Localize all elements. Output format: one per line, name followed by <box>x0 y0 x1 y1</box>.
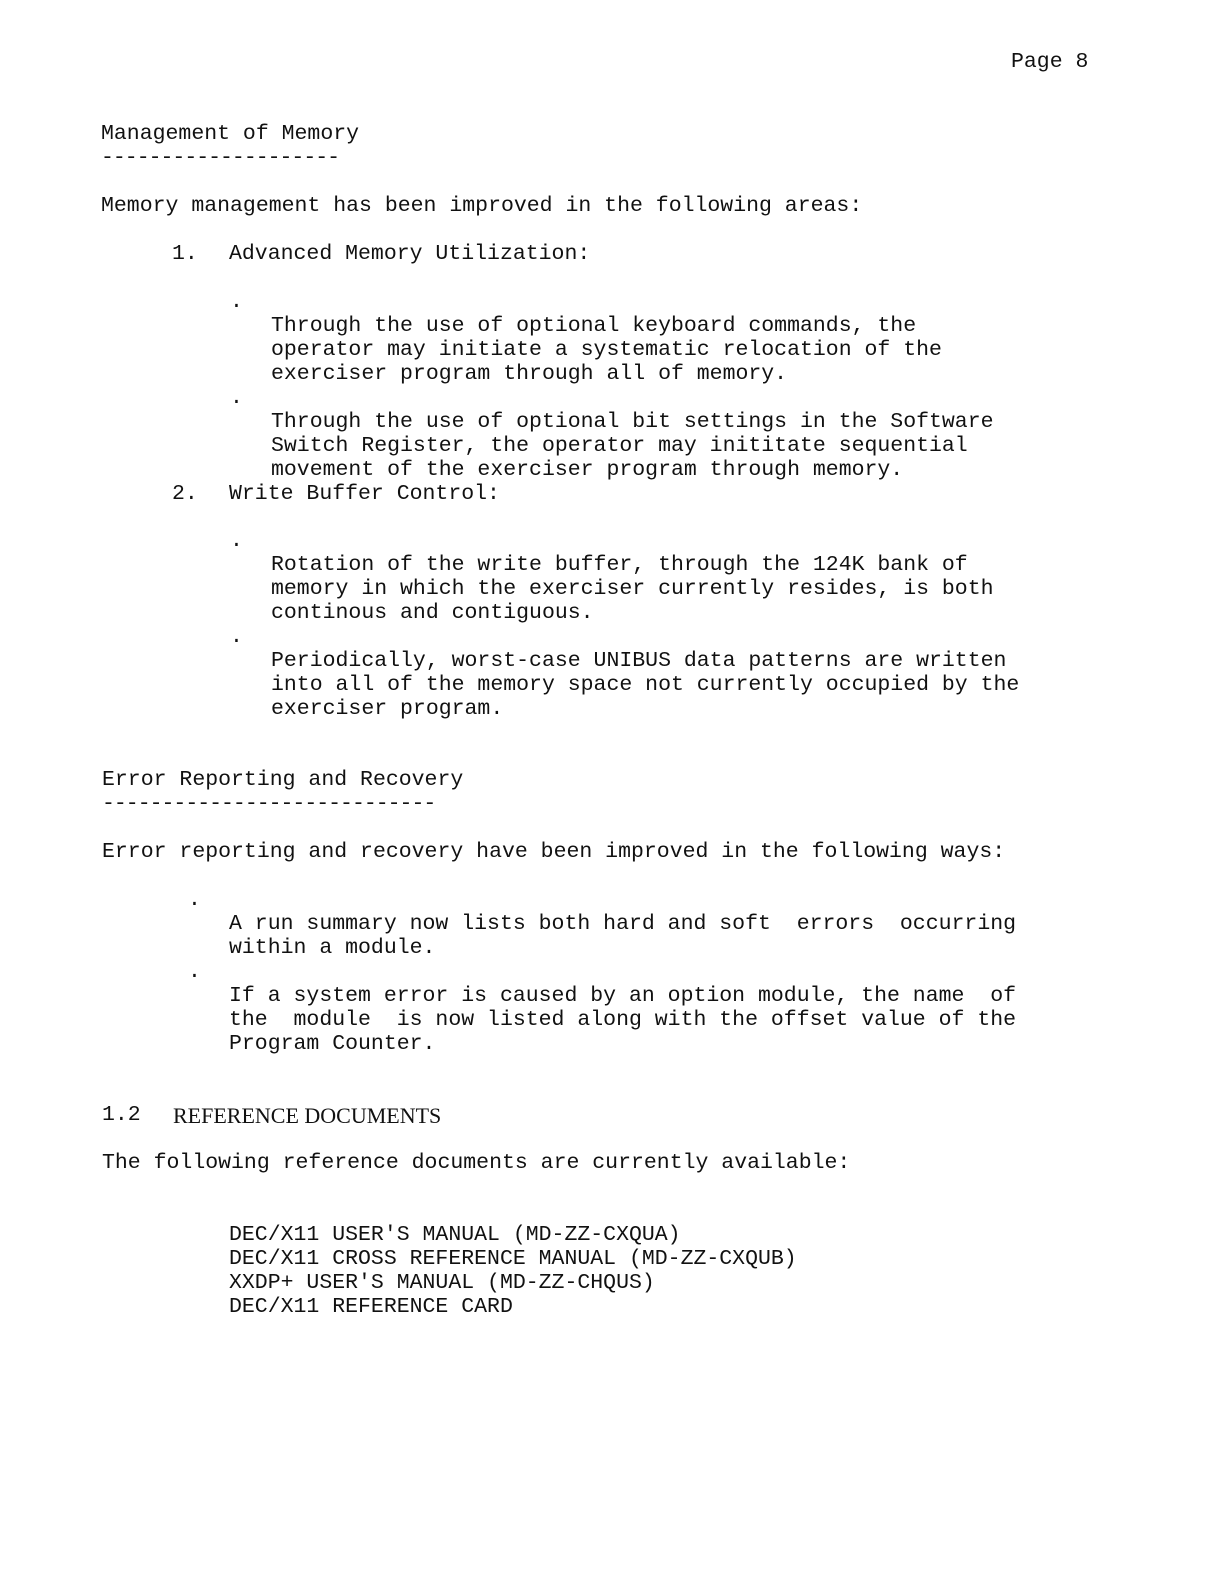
bullet-marker: . <box>230 529 243 553</box>
bullet-line: exerciser program. <box>271 697 504 721</box>
list-item-title: Write Buffer Control: <box>229 482 500 506</box>
bullet-line: within a module. <box>229 936 436 960</box>
bullet-line: exerciser program through all of memory. <box>271 362 788 386</box>
document-item: XXDP+ USER'S MANUAL (MD-ZZ-CHQUS) <box>229 1271 655 1295</box>
bullet-marker: . <box>230 625 243 649</box>
bullet-line: continous and contiguous. <box>271 601 594 625</box>
section-number-reference: 1.2 <box>102 1103 141 1127</box>
bullet-text <box>271 625 1019 745</box>
bullet-text <box>229 960 1016 1080</box>
bullet-line: Switch Register, the operator may inititate sequential <box>271 434 968 458</box>
bullet-line: the module is now listed along with the offset value of the <box>229 1008 1017 1032</box>
list-item-number: 1. <box>172 242 198 266</box>
document-item: DEC/X11 USER'S MANUAL (MD-ZZ-CXQUA) <box>229 1223 681 1247</box>
bullet-line: Rotation of the write buffer, through the 124K bank of <box>271 553 968 577</box>
page-number: Page 8 <box>1011 50 1089 74</box>
memory-intro: Memory management has been improved in the following areas: <box>101 194 863 218</box>
section-heading-error: Error Reporting and Recovery <box>102 768 464 792</box>
section-heading-memory: Management of Memory <box>101 122 360 146</box>
bullet-line: Through the use of optional bit settings in the Software <box>271 410 994 434</box>
section-heading-reference: REFERENCE DOCUMENTS <box>173 1103 442 1128</box>
document-item: DEC/X11 REFERENCE CARD <box>229 1295 513 1319</box>
bullet-line: Through the use of optional keyboard commands, the <box>271 314 917 338</box>
bullet-line: A run summary now lists both hard and soft errors occurring <box>229 912 1017 936</box>
bullet-marker: . <box>188 960 201 984</box>
bullet-marker: . <box>230 290 243 314</box>
bullet-line: Periodically, worst-case UNIBUS data patterns are written <box>271 649 1007 673</box>
reference-intro: The following reference documents are currently available: <box>102 1151 851 1175</box>
list-item-number: 2. <box>172 482 198 506</box>
bullet-line: memory in which the exerciser currently resides, is both <box>271 577 994 601</box>
bullet-line: movement of the exerciser program through memory. <box>271 458 904 482</box>
section-underline-error: ---------------------------- <box>102 792 436 816</box>
bullet-line: into all of the memory space not currently occupied by the <box>271 673 1020 697</box>
bullet-marker: . <box>188 888 201 912</box>
bullet-line: If a system error is caused by an option module, the name of <box>229 984 1017 1008</box>
bullet-marker: . <box>230 386 243 410</box>
bullet-line: Program Counter. <box>229 1032 436 1056</box>
list-item-title: Advanced Memory Utilization: <box>229 242 591 266</box>
bullet-line: operator may initiate a systematic relocation of the <box>271 338 942 362</box>
error-intro: Error reporting and recovery have been improved in the following ways: <box>102 840 1006 864</box>
document-item: DEC/X11 CROSS REFERENCE MANUAL (MD-ZZ-CXQUB) <box>229 1247 797 1271</box>
document-list <box>229 1199 797 1343</box>
section-underline-memory: -------------------- <box>101 146 340 170</box>
